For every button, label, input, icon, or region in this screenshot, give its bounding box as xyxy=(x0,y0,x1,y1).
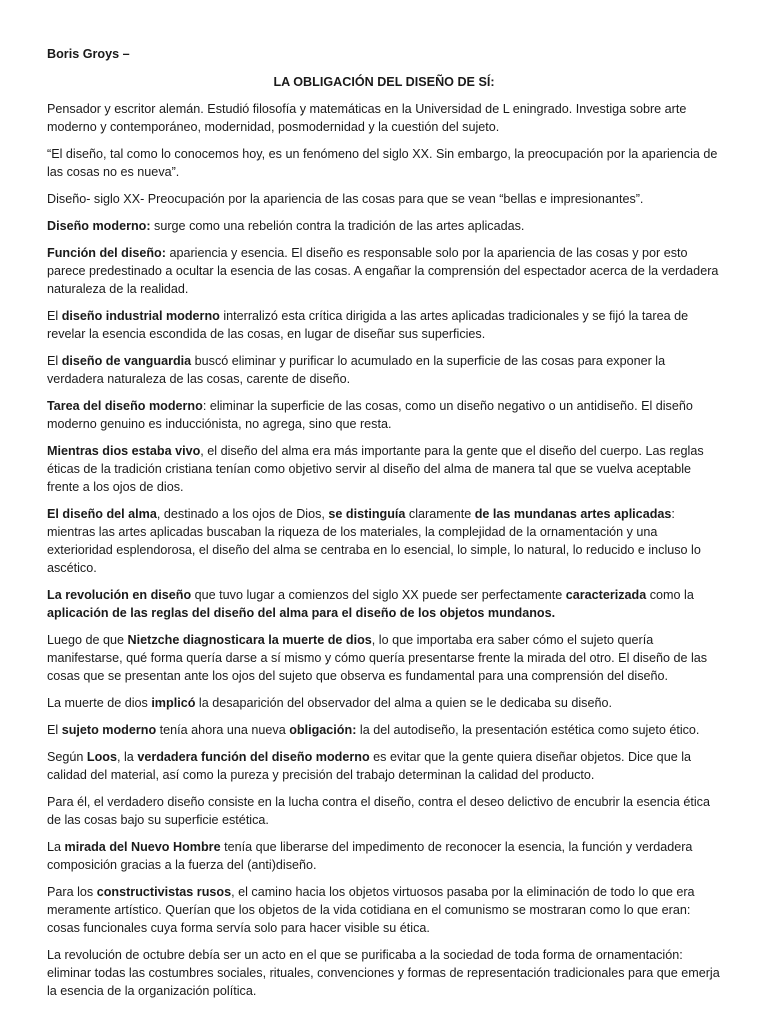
text-run: la del autodiseño, la presentación estética como sujeto ético. xyxy=(356,723,700,737)
text-run: El xyxy=(47,723,62,737)
paragraph xyxy=(47,694,721,712)
bold-text: Función del diseño: xyxy=(47,246,166,260)
paragraph xyxy=(47,217,721,235)
text-run: tenía ahora una nueva xyxy=(156,723,290,737)
paragraph xyxy=(47,946,721,1000)
bold-text: constructivistas rusos xyxy=(96,885,232,899)
text-run: , destinado a los ojos de Dios, xyxy=(156,507,329,521)
bold-text: se distinguía xyxy=(328,507,406,521)
text-run: Luego de que xyxy=(47,633,128,647)
text-run: la desaparición del observador del alma a quien se le dedicaba su diseño. xyxy=(195,696,612,710)
document-body xyxy=(47,100,721,1000)
paragraph xyxy=(47,883,721,937)
paragraph xyxy=(47,721,721,739)
text-run: Para los xyxy=(47,885,97,899)
paragraph xyxy=(47,145,721,181)
paragraph xyxy=(47,838,721,874)
text-run: : mientras las artes aplicadas buscaban la riqueza de los materiales, la complejidad de la ornamentación y una exterioridad esplendorosa, el diseño del alma se centraba en lo esencial, lo simple, lo natural, lo reducido e incluso lo ascético. xyxy=(47,507,701,575)
bold-text: caracterizada xyxy=(565,588,647,602)
paragraph xyxy=(47,793,721,829)
text-run: como la xyxy=(646,588,694,602)
paragraph xyxy=(47,244,721,298)
text-run: tenía que liberarse del impedimento de reconocer la esencia, la función y verdadera composición gracias a la fuerza del (anti)diseño. xyxy=(47,840,693,872)
text-run: La revolución de octubre debía ser un acto en el que se purificaba a la sociedad de toda forma de ornamentación: eliminar todas las costumbres sociales, rituales, convenciones y formas de representación tradicionales para que emerja la esencia de la organización política. xyxy=(47,948,720,998)
bold-text: de las mundanas artes aplicadas xyxy=(474,507,672,521)
paragraph xyxy=(47,307,721,343)
bold-text: Tarea del diseño moderno xyxy=(47,399,203,413)
text-run: , la xyxy=(117,750,138,764)
text-run: Diseño- siglo XX- Preocupación por la apariencia de las cosas para que se vean “bellas e impresionantes”. xyxy=(47,192,644,206)
bold-text: verdadera función del diseño moderno xyxy=(137,750,370,764)
text-run: Pensador y escritor alemán. Estudió filosofía y matemáticas en la Universidad de L eningrado. Investiga sobre arte moderno y contemporáneo, modernidad, posmodernidad y la cuestión del sujeto. xyxy=(47,102,687,134)
paragraph xyxy=(47,397,721,433)
text-run: : eliminar la superficie de las cosas, como un diseño negativo o un antidiseño. El diseño moderno genuino es inducciónista, no agrega, sino que resta. xyxy=(47,399,693,431)
text-run: interralizó esta crítica dirigida a las artes aplicadas tradicionales y se fijó la tarea de revelar la esencia escondida de las cosas, en lugar de diseñar sus superficies. xyxy=(47,309,689,341)
text-run: apariencia y esencia. El diseño es responsable solo por la apariencia de las cosas y por esto parece predestinado a ocultar la esencia de las cosas. A engañar la comprensión del espectador acerca de la verdadera naturaleza de la realidad. xyxy=(47,246,719,296)
text-run: La muerte de dios xyxy=(47,696,152,710)
bold-text: mirada del Nuevo Hombre xyxy=(64,840,221,854)
paragraph xyxy=(47,505,721,577)
text-run: “El diseño, tal como lo conocemos hoy, es un fenómeno del siglo XX. Sin embargo, la preocupación por la apariencia de las cosas no es nueva”. xyxy=(47,147,718,179)
text-run: La xyxy=(47,840,65,854)
paragraph xyxy=(47,352,721,388)
bold-text: El diseño del alma xyxy=(47,507,157,521)
bold-text: Loos xyxy=(86,750,118,764)
bold-text: Mientras dios estaba vivo xyxy=(47,444,201,458)
bold-text: sujeto moderno xyxy=(61,723,157,737)
bold-text: La revolución en diseño xyxy=(47,588,192,602)
text-run: buscó eliminar y purificar lo acumulado en la superficie de las cosas para exponer la verdadera naturaleza de las cosas, carente de diseño. xyxy=(47,354,666,386)
bold-text: diseño de vanguardia xyxy=(61,354,192,368)
text-run: , el camino hacia los objetos virtuosos pasaba por la eliminación de todo lo que era meramente artístico. Querían que los objetos de la vida cotidiana en el comunismo se mostraran como lo que eran: cosas funcionales cuya forma servía solo para hacer visible su ética. xyxy=(47,885,695,935)
paragraph xyxy=(47,442,721,496)
bold-text: Nietzche diagnosticara la muerte de dios xyxy=(127,633,372,647)
text-run: El xyxy=(47,309,62,323)
bold-text: diseño industrial moderno xyxy=(61,309,220,323)
bold-text: obligación: xyxy=(289,723,357,737)
text-run: es evitar que la gente quiera diseñar objetos. Dice que la calidad del material, así como la pureza y precisión del trabajo determinan la calidad del producto. xyxy=(47,750,691,782)
author-heading: Boris Groys – xyxy=(47,47,130,61)
document-title: LA OBLIGACIÓN DEL DISEÑO DE SÍ: xyxy=(273,75,495,89)
text-run: surge como una rebelión contra la tradición de las artes aplicadas. xyxy=(150,219,525,233)
paragraph xyxy=(47,631,721,685)
text-run: Para él, el verdadero diseño consiste en la lucha contra el diseño, contra el deseo delictivo de encubrir la esencia ética de las cosas bajo su superficie estética. xyxy=(47,795,710,827)
paragraph xyxy=(47,748,721,784)
text-run: El xyxy=(47,354,62,368)
bold-text: Diseño moderno: xyxy=(47,219,151,233)
bold-text: aplicación de las reglas del diseño del alma para el diseño de los objetos mundanos. xyxy=(47,606,556,620)
paragraph xyxy=(47,100,721,136)
text-run: , lo que importaba era saber cómo el sujeto quería manifestarse, qué forma quería darse a sí mismo y cómo quería presentarse frente la mirada del otro. El diseño de las cosas que se presentan ante los ojos del sujeto que observa es fundamental para una comprensión del diseño. xyxy=(47,633,708,683)
paragraph xyxy=(47,586,721,622)
text-run: Según xyxy=(47,750,87,764)
bold-text: implicó xyxy=(151,696,196,710)
text-run: , el diseño del alma era más importante para la gente que el diseño del cuerpo. Las reglas éticas de la tradición cristiana tenían como objetivo servir al diseño del alma de manera tal que se vuelva aceptable frente a los ojos de dios. xyxy=(47,444,704,494)
text-run: claramente xyxy=(405,507,475,521)
text-run: que tuvo lugar a comienzos del siglo XX puede ser perfectamente xyxy=(191,588,566,602)
paragraph xyxy=(47,190,721,208)
